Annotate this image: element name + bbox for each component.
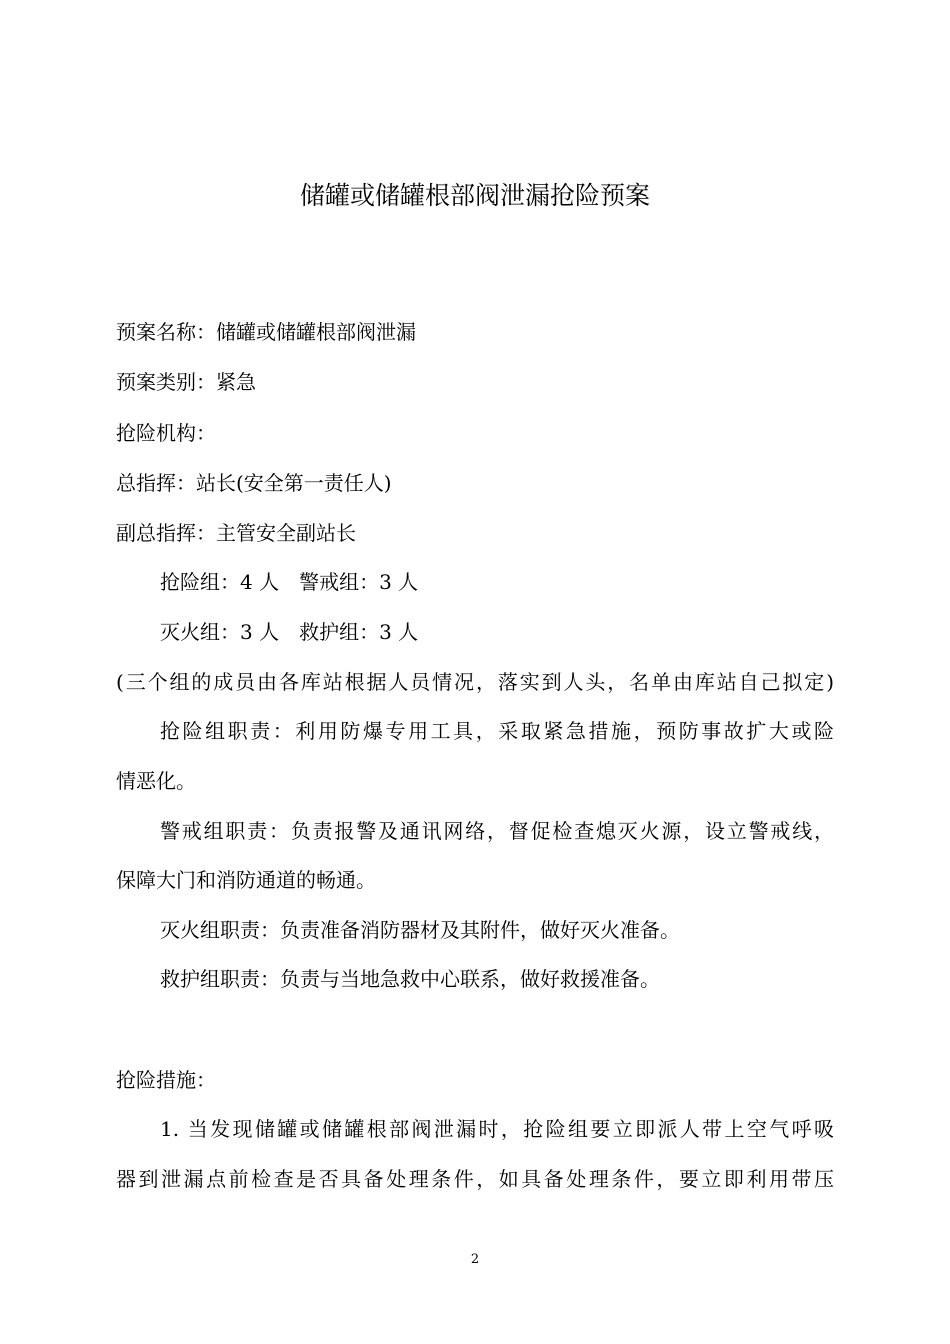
measures-heading: 抢险措施： (116, 1068, 216, 1092)
commander-line: 总指挥：站长(安全第一责任人) (116, 471, 392, 495)
document-title: 储罐或储罐根部阀泄漏抢险预案 (299, 181, 650, 210)
fire-duty-line: 灭火组职责：负责准备消防器材及其附件，做好灭火准备。 (160, 918, 680, 942)
rescue-duty-line-2: 情恶化。 (116, 769, 196, 793)
deputy-commander-line: 副总指挥：主管安全副站长 (116, 521, 356, 545)
aid-duty-line: 救护组职责：负责与当地急救中心联系，做好救援准备。 (160, 967, 660, 991)
groups-row-2: 灭火组：3 人 救护组：3 人 (160, 620, 419, 644)
plan-name-line: 预案名称：储罐或储罐根部阀泄漏 (116, 320, 416, 344)
plan-category-line: 预案类别：紧急 (116, 370, 256, 394)
guard-duty-line-1: 警戒组职责：负责报警及通讯网络，督促检查熄灭火源，设立警戒线， (160, 819, 834, 843)
page-number: 2 (470, 1252, 480, 1267)
rescue-duty-line-1: 抢险组职责：利用防爆专用工具，采取紧急措施，预防事故扩大或险 (160, 719, 834, 743)
groups-note: (三个组的成员由各库站根据人员情况，落实到人头，名单由库站自己拟定) (116, 670, 834, 694)
measure-1-line-2: 器到泄漏点前检查是否具备处理条件，如具备处理条件，要立即利用带压 (116, 1167, 834, 1191)
measure-1-line-1: 1. 当发现储罐或储罐根部阀泄漏时，抢险组要立即派人带上空气呼吸 (160, 1117, 834, 1141)
guard-duty-line-2: 保障大门和消防通道的畅通。 (116, 868, 376, 892)
groups-row-1: 抢险组：4 人 警戒组：3 人 (160, 570, 419, 594)
org-heading: 抢险机构： (116, 421, 216, 445)
